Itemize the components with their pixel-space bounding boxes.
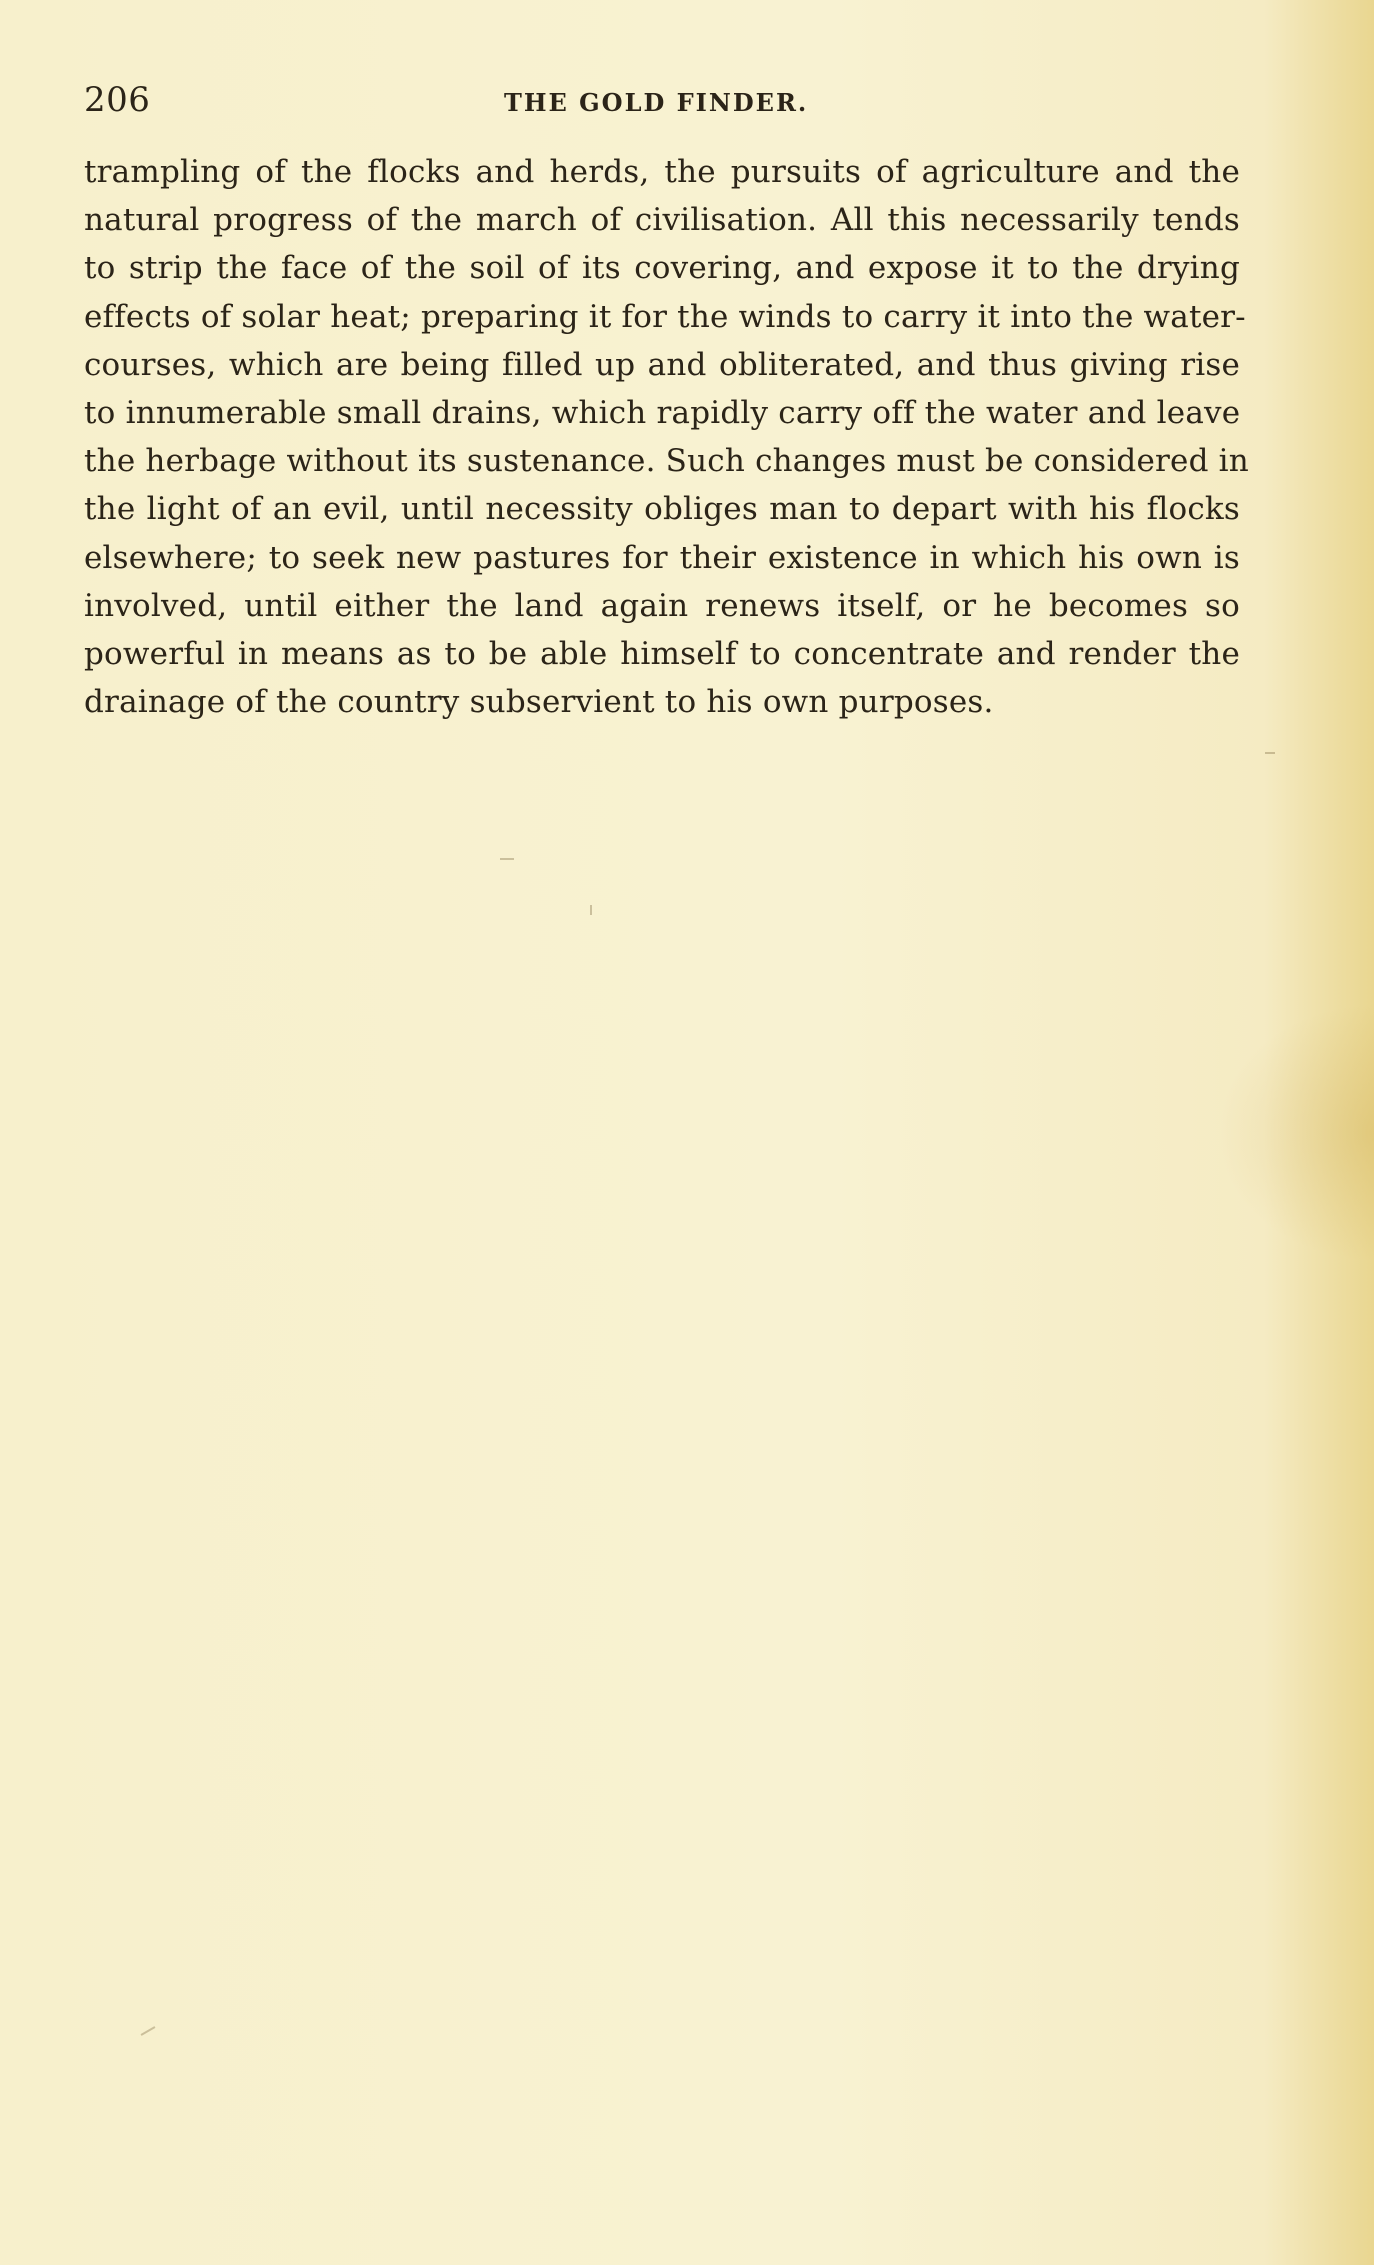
text-line: powerful in means as to be able himself to concentrate and render the [84,636,1240,673]
paper-speck [500,858,514,860]
paper-speck [1265,752,1275,754]
text-line: to strip the face of the soil of its covering, and expose it to the drying [84,250,1240,287]
text-line: the light of an evil, until necessity obliges man to depart with his flocks [84,491,1240,528]
paper-speck [590,905,592,915]
text-line: effects of solar heat; preparing it for the winds to carry it into the water- [84,298,1246,335]
text-line: courses, which are being filled up and obliterated, and thus giving rise [84,346,1240,383]
body-paragraph [84,148,1249,726]
paper-speck [141,2026,156,2036]
text-line: drainage of the country subservient to his own purposes. [84,684,994,721]
page-number: 206 [84,80,151,120]
text-line: to innumerable small drains, which rapidly carry off the water and leave [84,395,1241,432]
page-header [84,80,1234,120]
text-line: involved, until either the land again renews itself, or he becomes so [84,587,1240,624]
running-title: THE GOLD FINDER. [504,88,809,117]
text-line: trampling of the flocks and herds, the pursuits of agriculture and the [84,154,1240,190]
text-line: natural progress of the march of civilisation. All this necessarily tends [84,202,1240,239]
text-line: the herbage without its sustenance. Such changes must be considered in [84,443,1249,480]
text-line: elsewhere; to seek new pastures for their existence in which his own is [84,539,1240,576]
